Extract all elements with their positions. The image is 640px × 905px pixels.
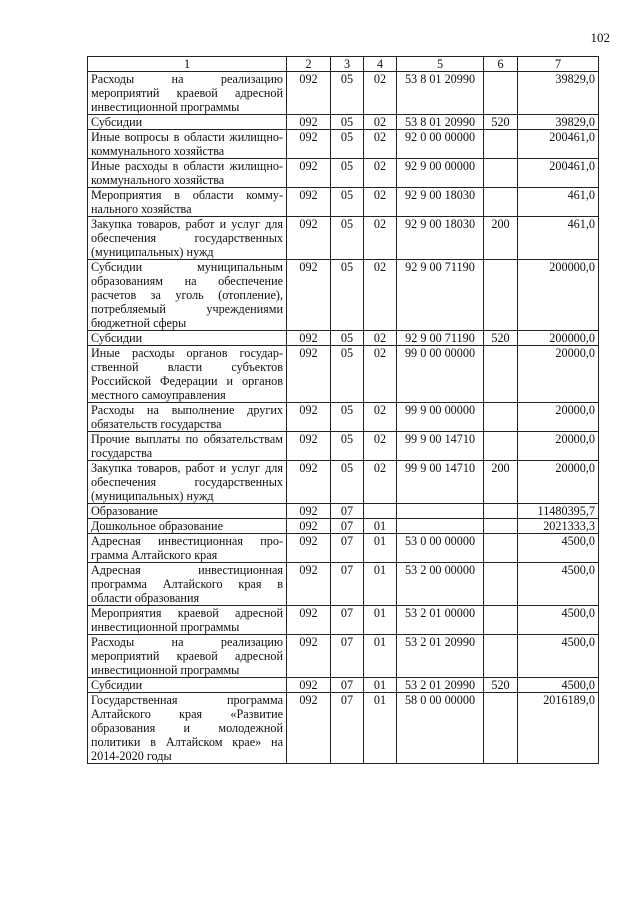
- row-subsection: 01: [364, 635, 397, 678]
- row-name: Мероприятия в области коммунального хозяйства: [88, 188, 287, 217]
- row-amount: 200461,0: [518, 159, 599, 188]
- row-name: Субсидии муниципальным образованиям на обеспечение расчетов за уголь (отопление), потребляемый учреждениями бюджетной сферы: [88, 260, 287, 331]
- row-subsection: 01: [364, 519, 397, 534]
- table-row: [88, 260, 599, 331]
- row-subsection: 02: [364, 217, 397, 260]
- row-section: 05: [331, 432, 364, 461]
- row-expense-type: [484, 72, 518, 115]
- row-target-article: [397, 504, 484, 519]
- row-amount: 20000,0: [518, 432, 599, 461]
- row-target-article: 92 9 00 00000: [397, 159, 484, 188]
- row-subsection: 01: [364, 606, 397, 635]
- row-subsection: 02: [364, 461, 397, 504]
- row-name: Расходы на реализацию мероприятий краевой адресной инвестиционной программы: [88, 72, 287, 115]
- table-row: [88, 130, 599, 159]
- row-section: 07: [331, 519, 364, 534]
- row-expense-type: [484, 519, 518, 534]
- row-name: Расходы на реализацию мероприятий краевой адресной инвестиционной программы: [88, 635, 287, 678]
- row-target-article: 92 9 00 71190: [397, 260, 484, 331]
- row-amount: 20000,0: [518, 461, 599, 504]
- row-target-article: 92 9 00 18030: [397, 217, 484, 260]
- row-ministry-code: 092: [287, 403, 331, 432]
- row-amount: 4500,0: [518, 534, 599, 563]
- row-amount: 2021333,3: [518, 519, 599, 534]
- row-subsection: [364, 504, 397, 519]
- row-section: 05: [331, 403, 364, 432]
- row-section: 07: [331, 678, 364, 693]
- row-section: 07: [331, 606, 364, 635]
- row-ministry-code: 092: [287, 693, 331, 764]
- row-name: Субсидии: [88, 678, 287, 693]
- row-name: Прочие выплаты по обязательствам государства: [88, 432, 287, 461]
- row-ministry-code: 092: [287, 130, 331, 159]
- row-section: 07: [331, 534, 364, 563]
- row-amount: 20000,0: [518, 403, 599, 432]
- row-section: 05: [331, 331, 364, 346]
- row-target-article: 92 9 00 71190: [397, 331, 484, 346]
- table-row: [88, 635, 599, 678]
- row-amount: 2016189,0: [518, 693, 599, 764]
- row-expense-type: [484, 693, 518, 764]
- row-expense-type: [484, 346, 518, 403]
- header-row: [88, 57, 599, 72]
- row-target-article: 99 9 00 00000: [397, 403, 484, 432]
- row-ministry-code: 092: [287, 678, 331, 693]
- col-header: 3: [331, 57, 364, 72]
- table-row: [88, 504, 599, 519]
- table-row: [88, 331, 599, 346]
- row-amount: 4500,0: [518, 678, 599, 693]
- row-ministry-code: 092: [287, 606, 331, 635]
- row-target-article: 58 0 00 00000: [397, 693, 484, 764]
- row-ministry-code: 092: [287, 534, 331, 563]
- row-target-article: 53 2 01 00000: [397, 606, 484, 635]
- row-expense-type: [484, 403, 518, 432]
- row-amount: 461,0: [518, 217, 599, 260]
- table-row: [88, 217, 599, 260]
- row-target-article: 99 9 00 14710: [397, 461, 484, 504]
- table-row: [88, 188, 599, 217]
- col-header: 1: [88, 57, 287, 72]
- row-amount: 200461,0: [518, 130, 599, 159]
- row-name: Закупка товаров, работ и услуг для обеспечения государственных (муниципальных) нужд: [88, 461, 287, 504]
- row-section: 05: [331, 461, 364, 504]
- row-amount: 4500,0: [518, 606, 599, 635]
- row-target-article: [397, 519, 484, 534]
- row-name: Иные расходы органов государственной власти субъектов Российской Федерации и органов местного самоуправления: [88, 346, 287, 403]
- row-target-article: 53 8 01 20990: [397, 115, 484, 130]
- row-subsection: 02: [364, 115, 397, 130]
- row-section: 05: [331, 159, 364, 188]
- row-expense-type: [484, 432, 518, 461]
- table-row: [88, 678, 599, 693]
- row-expense-type: [484, 130, 518, 159]
- row-target-article: 53 8 01 20990: [397, 72, 484, 115]
- row-subsection: 02: [364, 260, 397, 331]
- table-row: [88, 606, 599, 635]
- row-amount: 200000,0: [518, 260, 599, 331]
- row-section: 07: [331, 635, 364, 678]
- row-ministry-code: 092: [287, 188, 331, 217]
- row-target-article: 53 2 00 00000: [397, 563, 484, 606]
- col-header: 6: [484, 57, 518, 72]
- row-subsection: 02: [364, 159, 397, 188]
- row-amount: 200000,0: [518, 331, 599, 346]
- col-header: 7: [518, 57, 599, 72]
- table-row: [88, 693, 599, 764]
- col-header: 4: [364, 57, 397, 72]
- row-name: Расходы на выполнение других обязательств государства: [88, 403, 287, 432]
- row-section: 07: [331, 693, 364, 764]
- row-name: Иные вопросы в области жилищно-коммунального хозяйства: [88, 130, 287, 159]
- row-expense-type: 520: [484, 115, 518, 130]
- row-subsection: 02: [364, 130, 397, 159]
- row-ministry-code: 092: [287, 461, 331, 504]
- row-target-article: 99 9 00 14710: [397, 432, 484, 461]
- row-amount: 39829,0: [518, 72, 599, 115]
- row-name: Субсидии: [88, 331, 287, 346]
- row-subsection: 02: [364, 403, 397, 432]
- table-row: [88, 563, 599, 606]
- row-amount: 4500,0: [518, 563, 599, 606]
- row-name: Мероприятия краевой адресной инвестиционной программы: [88, 606, 287, 635]
- row-section: 07: [331, 563, 364, 606]
- row-ministry-code: 092: [287, 159, 331, 188]
- row-expense-type: [484, 504, 518, 519]
- row-ministry-code: 092: [287, 635, 331, 678]
- table-row: [88, 461, 599, 504]
- row-subsection: 01: [364, 563, 397, 606]
- row-subsection: 02: [364, 346, 397, 403]
- row-expense-type: [484, 606, 518, 635]
- row-subsection: 01: [364, 534, 397, 563]
- table-row: [88, 403, 599, 432]
- row-subsection: 02: [364, 432, 397, 461]
- row-name: Образование: [88, 504, 287, 519]
- table-row: [88, 346, 599, 403]
- row-name: Дошкольное образование: [88, 519, 287, 534]
- row-expense-type: [484, 534, 518, 563]
- row-section: 05: [331, 217, 364, 260]
- row-subsection: 02: [364, 72, 397, 115]
- row-ministry-code: 092: [287, 217, 331, 260]
- table-row: [88, 519, 599, 534]
- row-ministry-code: 092: [287, 331, 331, 346]
- row-ministry-code: 092: [287, 432, 331, 461]
- row-target-article: 99 0 00 00000: [397, 346, 484, 403]
- row-name: Закупка товаров, работ и услуг для обеспечения государственных (муниципальных) нужд: [88, 217, 287, 260]
- row-expense-type: 200: [484, 217, 518, 260]
- row-name: Иные расходы в области жилищно-коммунального хозяйства: [88, 159, 287, 188]
- row-amount: 20000,0: [518, 346, 599, 403]
- row-amount: 39829,0: [518, 115, 599, 130]
- row-name: Адресная инвестиционная программа Алтайского края: [88, 534, 287, 563]
- page-number: 102: [590, 30, 610, 45]
- col-header: 5: [397, 57, 484, 72]
- row-name: Государственная программа Алтайского края «Развитие образования и молодежной политики в Алтайском крае» на 2014-2020 годы: [88, 693, 287, 764]
- row-ministry-code: 092: [287, 504, 331, 519]
- table-row: [88, 115, 599, 130]
- row-name: Адресная инвестиционная программа Алтайского края в области образования: [88, 563, 287, 606]
- table-row: [88, 432, 599, 461]
- col-header: 2: [287, 57, 331, 72]
- row-name: Субсидии: [88, 115, 287, 130]
- row-ministry-code: 092: [287, 72, 331, 115]
- row-target-article: 53 2 01 20990: [397, 678, 484, 693]
- row-section: 05: [331, 130, 364, 159]
- row-expense-type: [484, 188, 518, 217]
- row-target-article: 92 9 00 18030: [397, 188, 484, 217]
- row-amount: 4500,0: [518, 635, 599, 678]
- row-ministry-code: 092: [287, 346, 331, 403]
- row-section: 05: [331, 260, 364, 331]
- row-target-article: 53 0 00 00000: [397, 534, 484, 563]
- table-row: [88, 72, 599, 115]
- row-expense-type: [484, 260, 518, 331]
- row-expense-type: [484, 159, 518, 188]
- table-row: [88, 159, 599, 188]
- row-target-article: 53 2 01 20990: [397, 635, 484, 678]
- row-subsection: 02: [364, 331, 397, 346]
- row-section: 05: [331, 72, 364, 115]
- row-section: 05: [331, 346, 364, 403]
- row-ministry-code: 092: [287, 519, 331, 534]
- row-target-article: 92 0 00 00000: [397, 130, 484, 159]
- row-expense-type: 200: [484, 461, 518, 504]
- row-section: 05: [331, 188, 364, 217]
- row-subsection: 01: [364, 693, 397, 764]
- budget-table: [87, 56, 599, 764]
- row-section: 07: [331, 504, 364, 519]
- row-expense-type: 520: [484, 331, 518, 346]
- row-expense-type: [484, 635, 518, 678]
- row-expense-type: 520: [484, 678, 518, 693]
- row-ministry-code: 092: [287, 115, 331, 130]
- row-ministry-code: 092: [287, 260, 331, 331]
- row-amount: 11480395,7: [518, 504, 599, 519]
- row-amount: 461,0: [518, 188, 599, 217]
- row-subsection: 01: [364, 678, 397, 693]
- row-subsection: 02: [364, 188, 397, 217]
- row-ministry-code: 092: [287, 563, 331, 606]
- table-row: [88, 534, 599, 563]
- row-expense-type: [484, 563, 518, 606]
- row-section: 05: [331, 115, 364, 130]
